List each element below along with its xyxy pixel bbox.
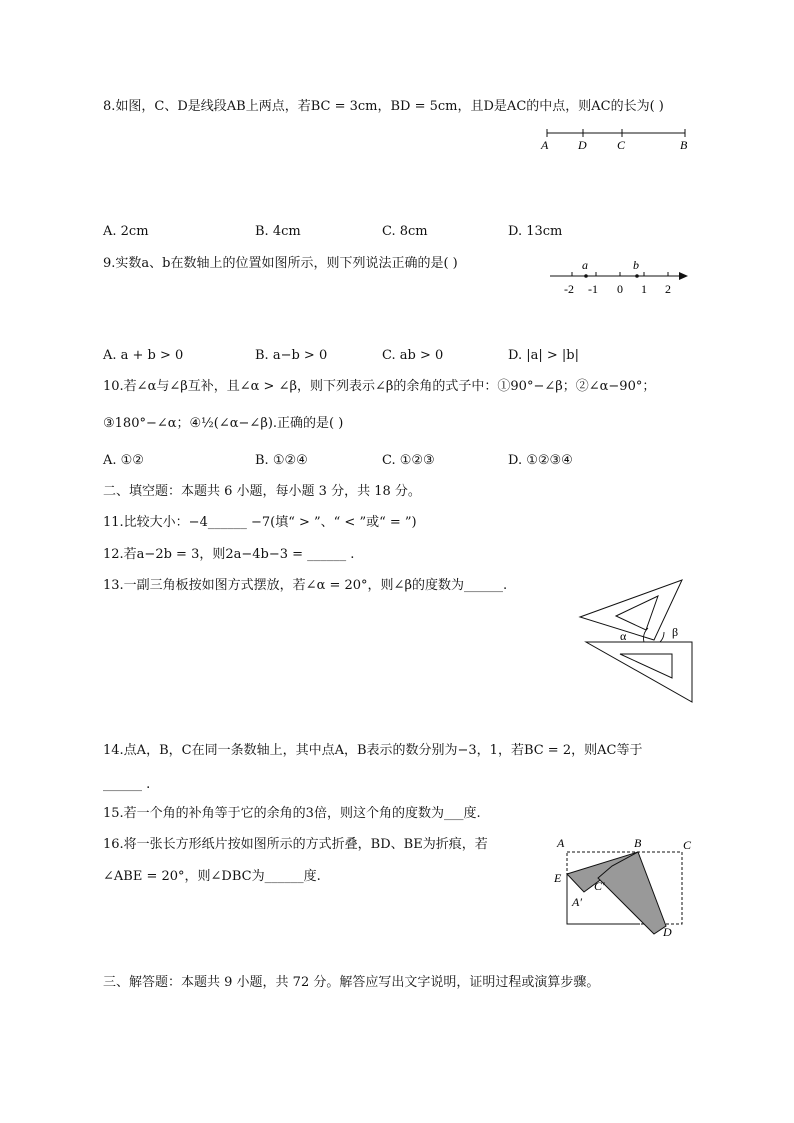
- q9-option-a[interactable]: A. a + b > 0: [103, 348, 184, 363]
- q10-option-d[interactable]: D. ①②③④: [508, 453, 573, 468]
- q16-stem-line2: ∠ABE = 20°，则∠DBC为______度.: [103, 869, 321, 884]
- q8-label-d: D: [578, 138, 587, 152]
- q9-tick-1: 1: [641, 282, 647, 296]
- q13-alpha-label: α: [620, 629, 627, 643]
- q14-stem-line1: 14.点A，B，C在同一条数轴上，其中点A，B表示的数分别为−3，1，若BC = 2，则AC等于: [103, 743, 643, 758]
- q9-number-line-figure: [548, 257, 693, 303]
- q9-point-b: b: [633, 258, 639, 272]
- q9-point-a: a: [582, 258, 588, 272]
- q8-option-c[interactable]: C. 8cm: [382, 224, 428, 239]
- q16-label-c: C: [683, 838, 692, 852]
- q8-stem: 8.如图，C、D是线段AB上两点，若BC = 3cm，BD = 5cm，且D是AC的中点，则AC的长为( ): [103, 99, 664, 114]
- q8-label-c: C: [617, 138, 626, 152]
- q10-option-c[interactable]: C. ①②③: [382, 453, 435, 468]
- q8-segment-figure: [537, 122, 697, 158]
- q9-option-b[interactable]: B. a−b > 0: [255, 348, 328, 363]
- q16-stem-line1: 16.将一张长方形纸片按如图所示的方式折叠，BD、BE为折痕，若: [103, 837, 488, 852]
- q16-label-b: B: [634, 836, 642, 850]
- q8-option-d[interactable]: D. 13cm: [508, 224, 563, 239]
- q15-stem: 15.若一个角的补角等于它的余角的3倍，则这个角的度数为___度.: [103, 806, 481, 821]
- q16-label-e: E: [554, 871, 562, 885]
- q16-label-d: D: [663, 925, 672, 939]
- q16-label-c-prime: C′: [594, 879, 605, 893]
- q16-folded-paper-figure: [550, 834, 700, 948]
- q9-tick-neg1: -1: [588, 282, 598, 296]
- q10-option-a[interactable]: A. ①②: [103, 453, 144, 468]
- section2-heading: 二、填空题：本题共 6 小题，每小题 3 分，共 18 分。: [103, 484, 421, 499]
- q9-tick-0: 0: [617, 282, 623, 296]
- q9-stem: 9.实数a、b在数轴上的位置如图所示，则下列说法正确的是( ): [103, 256, 458, 271]
- q16-label-a-prime: A′: [572, 895, 582, 909]
- q9-tick-2: 2: [665, 282, 671, 296]
- q13-set-squares-figure: [578, 578, 696, 708]
- q13-stem: 13.一副三角板按如图方式摆放，若∠α = 20°，则∠β的度数为______.: [103, 578, 508, 593]
- q14-stem-line2: ______ .: [103, 777, 151, 792]
- q9-tick-neg2: -2: [564, 282, 574, 296]
- q10-option-b[interactable]: B. ①②④: [255, 453, 308, 468]
- section3-heading: 三、解答题：本题共 9 小题，共 72 分。解答应写出文字说明，证明过程或演算步骤。: [103, 975, 600, 990]
- q8-option-a[interactable]: A. 2cm: [103, 224, 149, 239]
- q8-label-b: B: [680, 138, 688, 152]
- q12-stem: 12.若a−2b = 3，则2a−4b−3 = ______ .: [103, 547, 355, 562]
- q9-option-d[interactable]: D. |a| > |b|: [508, 348, 579, 363]
- q8-label-a: A: [541, 138, 549, 152]
- q16-label-a: A: [557, 836, 565, 850]
- q13-beta-label: β: [672, 625, 679, 639]
- q11-stem: 11.比较大小：−4______ −7(填“ > ”、“ < ”或“ = ”): [103, 515, 417, 530]
- q8-option-b[interactable]: B. 4cm: [255, 224, 301, 239]
- q10-stem-line2: ③180°−∠α；④½(∠α−∠β).正确的是( ): [103, 416, 344, 431]
- q9-option-c[interactable]: C. ab > 0: [382, 348, 444, 363]
- q10-stem-line1: 10.若∠α与∠β互补，且∠α > ∠β，则下列表示∠β的余角的式子中：①90°−∠β；②∠α−90°；: [103, 379, 656, 394]
